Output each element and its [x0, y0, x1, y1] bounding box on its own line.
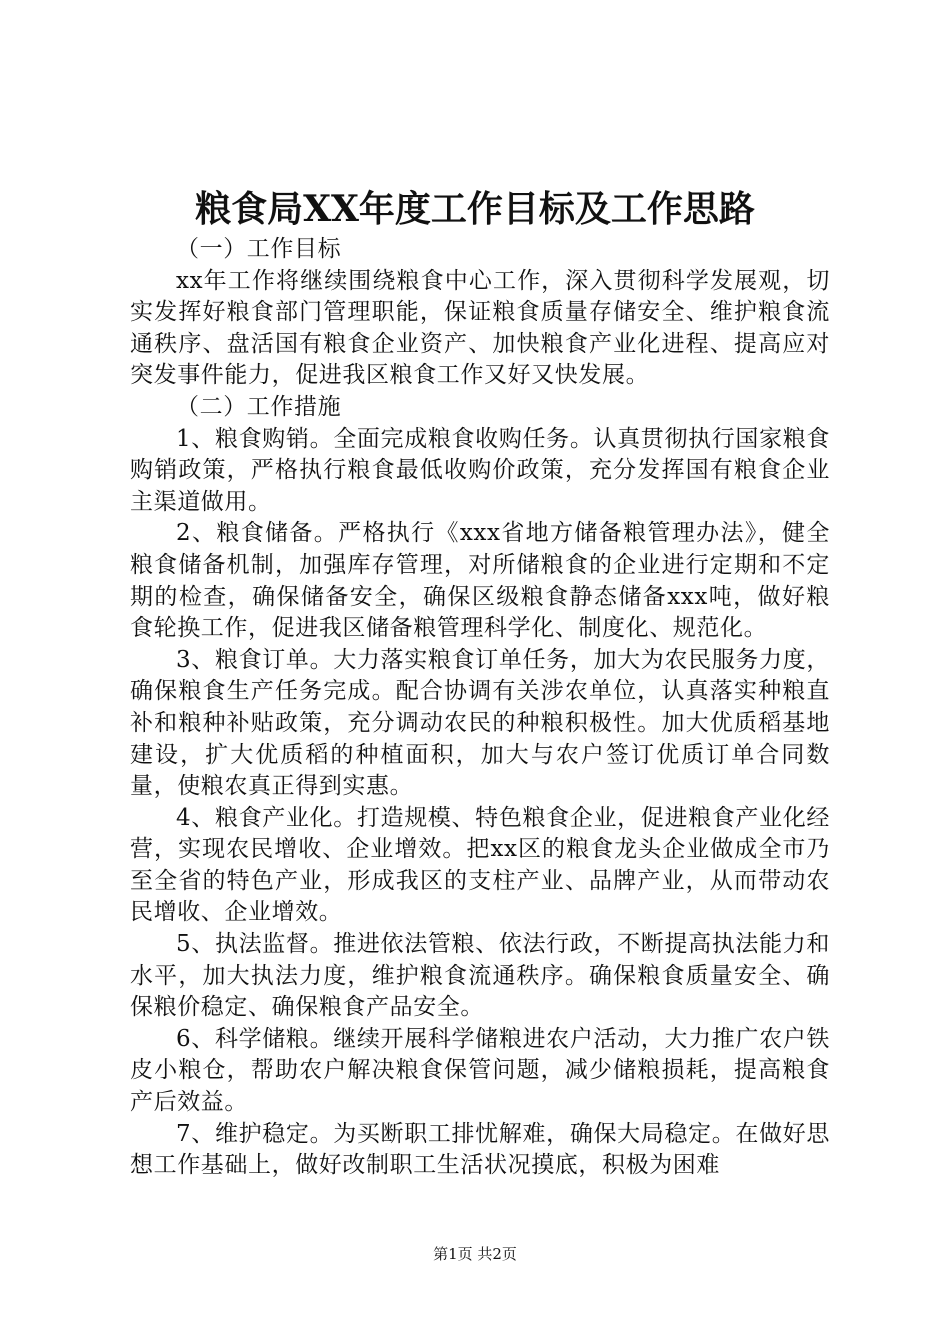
section-heading-goals: （一）工作目标: [176, 236, 342, 262]
paragraph-goals: xx年工作将继续围绕粮食中心工作，深入贯彻科学发展观，切实发挥好粮食部门管理职能，保证粮食质量存储安全、维护粮食流通秩序、盘活国有粮食企业资产、加快粮食产业化进程、提高应对突发事件能力，促进我区粮食工作又好又快发展。: [130, 267, 830, 389]
paragraph-measure-7: 7、维护稳定。为买断职工排忧解难，确保大局稳定。在做好思想工作基础上，做好改制职工生活状况摸底，积极为困难: [130, 1120, 830, 1179]
section-heading-measures: （二）工作措施: [176, 393, 342, 420]
paragraph-measure-6: 6、科学储粮。继续开展科学储粮进农户活动，大力推广农户铁皮小粮仓，帮助农户解决粮食保管问题，减少储粮损耗，提高粮食产后效益。: [130, 1025, 830, 1116]
document-title: 粮食局XX年度工作目标及工作思路: [195, 188, 755, 230]
paragraph-measure-2: 2、粮食储备。严格执行《xxx省地方储备粮管理办法》，健全粮食储备机制，加强库存管理，对所储粮食的企业进行定期和不定期的检查，确保储备安全，确保区级粮食静态储备xxx吨，做好粮食轮换工作，促进我区储备粮管理科学化、制度化、规范化。: [130, 520, 830, 642]
page-footer: 第1页 共2页: [433, 1245, 517, 1263]
paragraph-measure-3: 3、粮食订单。大力落实粮食订单任务，加大为农民服务力度，确保粮食生产任务完成。配合协调有关涉农单位，认真落实种粮直补和粮种补贴政策，充分调动农民的种粮积极性。加大优质稻基地建设，扩大优质稻的种植面积，加大与农户签订优质订单合同数量，使粮农真正得到实惠。: [130, 646, 830, 800]
paragraph-measure-1: 1、粮食购销。全面完成粮食收购任务。认真贯彻执行国家粮食购销政策，严格执行粮食最低收购价政策，充分发挥国有粮食企业主渠道做用。: [130, 425, 830, 515]
document-body: [130, 234, 830, 1182]
paragraph-measure-4: 4、粮食产业化。打造规模、特色粮食企业，促进粮食产业化经营，实现农民增收、企业增效。把xx区的粮食龙头企业做成全市乃至全省的特色产业，形成我区的支柱产业、品牌产业，从而带动农民增收、企业增效。: [130, 804, 830, 926]
paragraph-measure-5: 5、执法监督。推进依法管粮、依法行政，不断提高执法能力和水平，加大执法力度，维护粮食流通秩序。确保粮食质量安全、确保粮价稳定、确保粮食产品安全。: [130, 931, 830, 1021]
